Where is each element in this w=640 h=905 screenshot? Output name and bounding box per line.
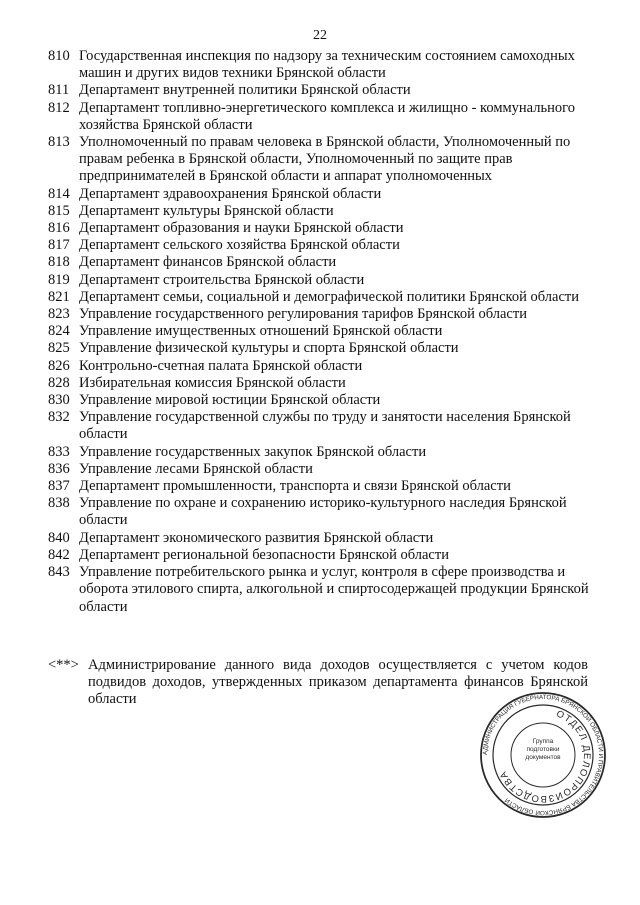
entry-text: Департамент семьи, социальной и демографической политики Брянской области [79,288,579,305]
list-item [0,220,640,237]
entry-code: 833 [48,443,70,460]
entry-code: 818 [48,254,70,271]
list-item [0,478,640,495]
entry-text: Управление физической культуры и спорта Брянской области [79,340,459,357]
list-item [0,564,640,616]
entry-code: 840 [48,529,70,546]
list-item [0,306,640,323]
department-stamp [478,690,608,820]
list-item [0,289,640,306]
entry-code: 826 [48,357,70,374]
entry-text: Управление государственного регулирования тарифов Брянской области [79,306,527,323]
entry-text: Департамент финансов Брянской области [79,254,337,271]
entry-code: 813 [48,134,70,151]
entry-code: 819 [48,271,70,288]
entry-text: Департамент промышленности, транспорта и связи Брянской области [79,478,511,495]
entries-list [0,48,640,616]
entry-text: Избирательная комиссия Брянской области [79,374,346,391]
entry-text: Управление мировой юстиции Брянской области [79,392,381,409]
stamp-ring-textpath: АДМИНИСТРАЦИЯ ГУБЕРНАТОРА БРЯНСКОЙ ОБЛАСТИ И ПРАВИТЕЛЬСТВА БРЯНСКОЙ ОБЛАСТИ [481,693,605,817]
stamp-arc-textpath: ОТДЕЛ ДЕЛОПРОИЗВОДСТВА [497,708,593,805]
entry-text: Департамент региональной безопасности Брянской области [79,546,449,563]
list-item [0,100,640,134]
entry-code: 816 [48,220,70,237]
entry-text: Государственная инспекция по надзору за техническим состоянием самоходных машин и других видов техники Брянской области [79,48,575,82]
entry-text: Департамент строительства Брянской области [79,271,365,288]
entry-text: Управление государственной службы по труду и занятости населения Брянской области [79,409,571,443]
entry-text: Управление имущественных отношений Брянской области [79,323,443,340]
list-item [0,495,640,529]
list-item [0,134,640,186]
entry-text: Контрольно-счетная палата Брянской области [79,357,363,374]
entry-code: 815 [48,202,70,219]
list-item [0,272,640,289]
entry-code: 811 [48,82,70,99]
list-item [0,461,640,478]
footnote-mark: <**> [48,657,79,673]
list-item [0,323,640,340]
entry-text: Управление государственных закупок Брянской области [79,443,427,460]
entry-text: Управление по охране и сохранению историко-культурного наследия Брянской области [79,495,567,529]
list-item [0,409,640,443]
stamp-center-text: Группа подготовки документов [525,738,561,761]
list-item [0,530,640,547]
entry-code: 830 [48,392,70,409]
entry-text: Управление лесами Брянской области [79,460,313,477]
entry-code: 828 [48,374,70,391]
entry-text: Департамент сельского хозяйства Брянской области [79,237,400,254]
list-item [0,340,640,357]
entry-code: 832 [48,409,70,426]
entry-code: 837 [48,478,70,495]
entry-text: Управление потребительского рынка и услуг, контроля в сфере производства и оборота этилового спирта, алкогольной и спиртосодержащей продукции Брянской области [79,564,589,615]
list-item [0,82,640,99]
list-item [0,444,640,461]
page-number: 22 [313,28,327,43]
list-item [0,392,640,409]
entry-text: Департамент культуры Брянской области [79,202,334,219]
entry-text: Департамент топливно-энергетического комплекса и жилищно - коммунального хозяйства Брянской области [79,99,575,133]
list-item [0,547,640,564]
entry-code: 814 [48,185,70,202]
entry-text: Департамент здравоохранения Брянской области [79,185,382,202]
entry-code: 817 [48,237,70,254]
entry-code: 836 [48,460,70,477]
entry-text: Департамент образования и науки Брянской области [79,220,404,237]
entry-code: 838 [48,495,70,512]
entry-code: 824 [48,323,70,340]
entry-code: 812 [48,99,70,116]
entry-code: 810 [48,48,70,64]
list-item [0,203,640,220]
entry-text: Уполномоченный по правам человека в Брянской области, Уполномоченный по правам ребенка в Брянской области, Уполномоченный по защите прав предпринимателей в Брянской области и аппарат уполномоченных [79,134,571,185]
entry-code: 823 [48,306,70,323]
entry-text: Департамент экономического развития Брянской области [79,529,434,546]
footnote-text: Администрирование данного вида доходов осуществляется с учетом кодов подвидов доходов, утвержденных приказом департамента финансов Брянской области [88,657,588,708]
list-item [0,48,640,82]
stamp-center [516,738,570,772]
list-item [0,186,640,203]
list-item [0,237,640,254]
list-item [0,254,640,271]
entry-text: Департамент внутренней политики Брянской области [79,82,411,99]
entry-code: 821 [48,288,70,305]
list-item [0,375,640,392]
list-item [0,358,640,375]
entry-code: 825 [48,340,70,357]
entry-code: 843 [48,564,70,581]
entry-code: 842 [48,546,70,563]
